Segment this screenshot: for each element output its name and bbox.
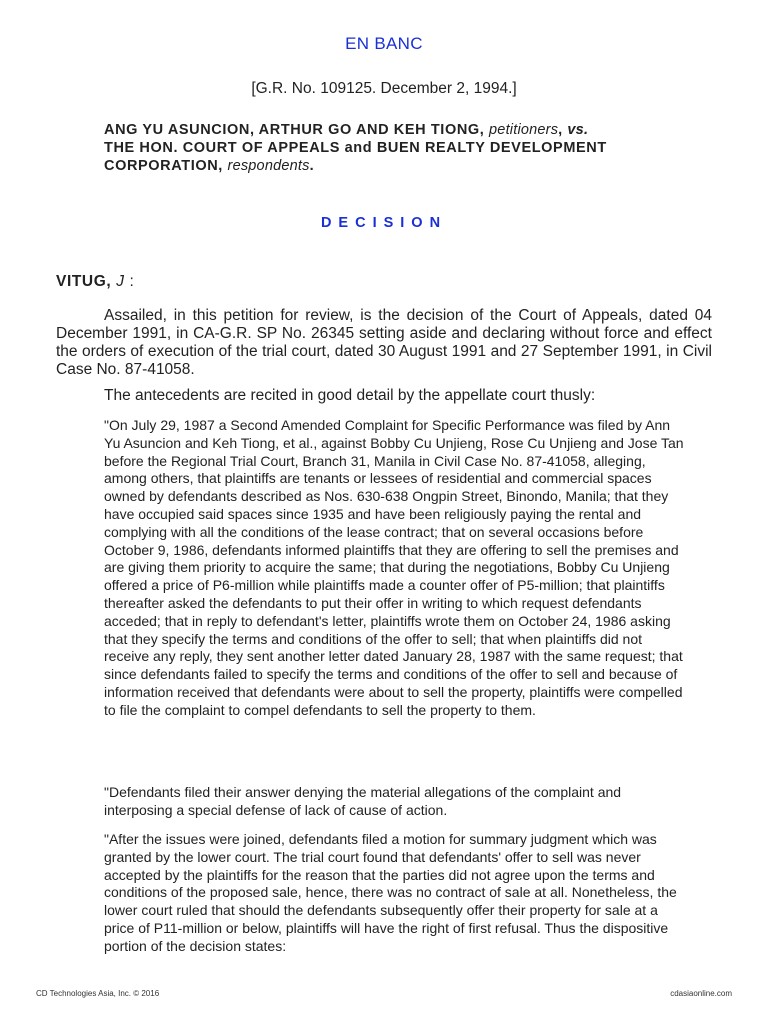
petitioners-label: petitioners — [489, 122, 559, 138]
quoted-paragraph-2: "Defendants filed their answer denying the material allegations of the complaint and interposing a special defense of lack of cause of action. — [104, 784, 622, 818]
versus-label: vs. — [567, 122, 589, 138]
respondents-names: THE HON. COURT OF APPEALS and BUEN REALTY DEVELOPMENT CORPORATION — [104, 140, 607, 174]
quoted-paragraph-1: "On July 29, 1987 a Second Amended Complaint for Specific Performance was filed by Ann Yu Asuncion and Keh Tiong, et al., against Bobby Cu Unjieng, Rose Cu Unjieng and Jose Tan before the Regional Trial Court, Branch 31, Manila in Civil Case No. 87-41058, alleging, among others, that plaintiffs are tenants or lessees of residential and commercial spaces owned by defendants described as Nos. 630-638 Ongpin Street, Binondo, Manila; that they have occupied said spaces since 1935 and have been religiously paying the rental and complying with all the conditions of the lease contract; that on several occasions before October 9, 1986, defendants informed plaintiffs that they are offering to sell the premises and are giving them priority to acquire the same; that during the negotiations, Bobby Cu Unjieng offered a price of P6-million while plaintiffs made a counter offer of P5-million; that plaintiffs thereafter asked the defendants to put their offer in writing to which request defendants acceded; that in reply to defendant's letter, plaintiffs wrote them on October 24, 1986 asking that they specify the terms and conditions of the offer to sell; that when plaintiffs did not receive any reply, they sent another letter dated January 28, 1987 with the same request; that since defendants failed to specify the terms and conditions of the offer to sell and because of information received that defendants were about to sell the property, plaintiffs were compelled to file the complaint to compel defendants to sell the property to them. — [104, 417, 684, 718]
body-paragraph-2: The antecedents are recited in good detail by the appellate court thusly: — [104, 387, 596, 404]
body-paragraph-1: Assailed, in this petition for review, is the decision of the Court of Appeals, dated 04 December 1991, in CA-G.R. SP No. 26345 setting aside and declaring without force and effect the orders of execution of the trial court, dated 30 August 1991 and 27 September 1991, in Civil Case No. 87-41058. — [56, 307, 712, 378]
decision-heading: DECISION — [320, 215, 448, 231]
case-number: [G.R. No. 109125. December 2, 1994.] — [251, 80, 517, 97]
ponente: VITUG, J : — [56, 273, 135, 290]
respondents-label: respondents — [227, 158, 310, 174]
ponente-name: VITUG — [56, 273, 107, 290]
ponente-suffix: J — [116, 273, 125, 290]
petitioners-names: ANG YU ASUNCION, ARTHUR GO AND KEH TIONG — [104, 122, 480, 138]
court-division: EN BANC — [345, 34, 423, 53]
case-parties: ANG YU ASUNCION, ARTHUR GO AND KEH TIONG, petitioners, vs. THE HON. COURT OF APPEALS and BUEN REALTY DEVELOPMENT CORPORATION, respondents. — [104, 122, 607, 174]
footer-copyright: CD Technologies Asia, Inc. © 2016 — [36, 989, 160, 998]
footer-website: cdasiaonline.com — [670, 989, 732, 998]
quoted-paragraph-3: "After the issues were joined, defendants filed a motion for summary judgment which was granted by the lower court. The trial court found that defendants' offer to sell was never accepted by the plaintiffs for the reason that the parties did not agree upon the terms and conditions of the proposed sale, hence, there was no contract of sale at all. Nonetheless, the lower court ruled that should the defendants subsequently offer their property for sale at a price of P11-million or below, plaintiffs will have the right of first refusal. Thus the dispositive portion of the decision states: — [104, 831, 677, 954]
